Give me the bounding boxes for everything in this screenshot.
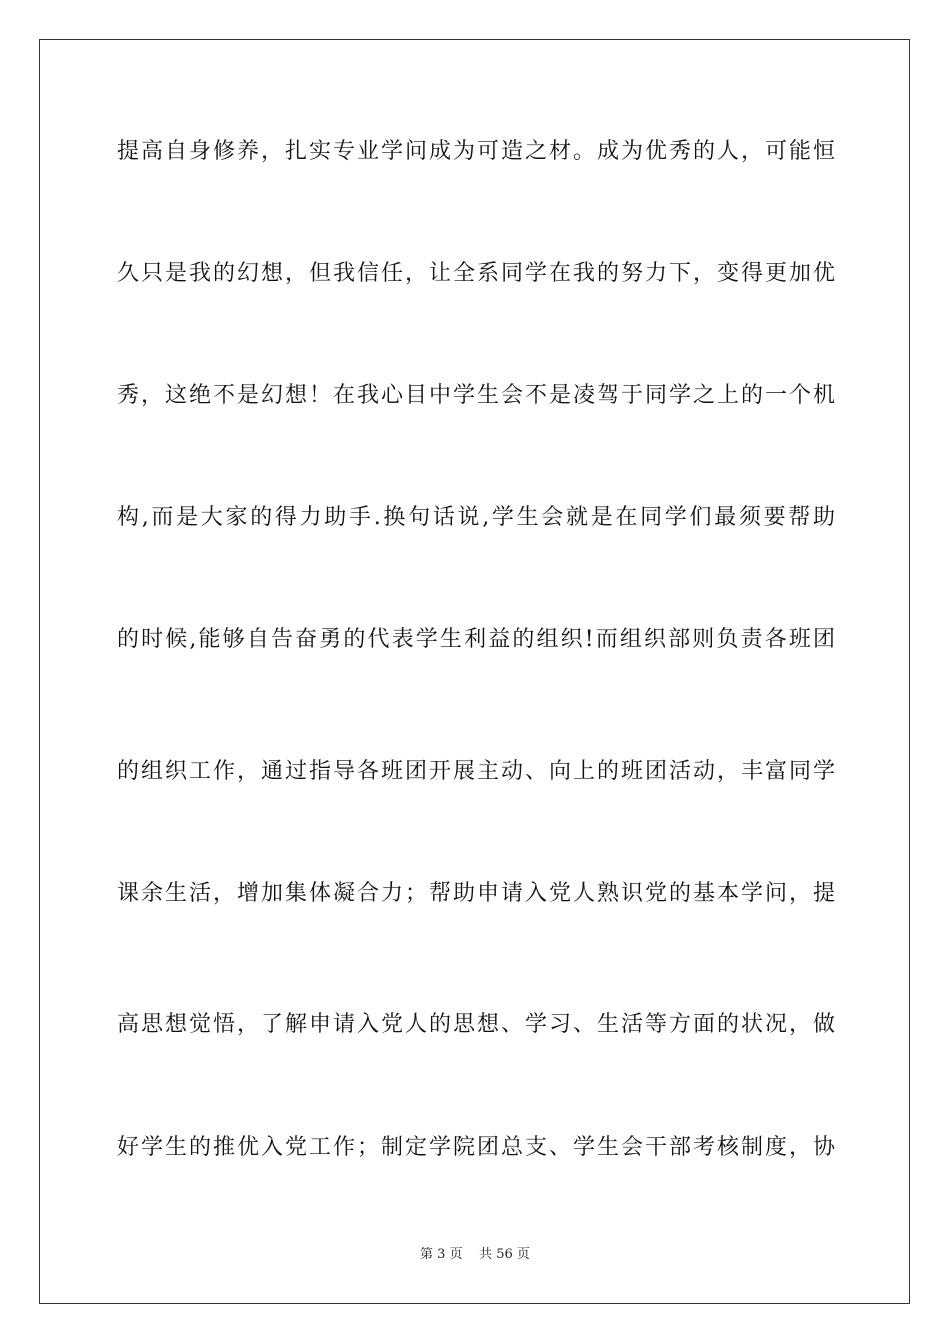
paragraph-line: 久只是我的幻想，但我信任，让全系同学在我的努力下，变得更加优 [117, 261, 835, 286]
page-total: 共 56 页 [479, 1247, 530, 1262]
paragraph-line: 秀，这绝不是幻想！在我心目中学生会不是凌驾于同学之上的一个机 [117, 383, 835, 408]
page-border [39, 39, 910, 1304]
paragraph-line: 提高自身修养，扎实专业学问成为可造之材。成为优秀的人，可能恒 [117, 139, 835, 164]
paragraph-line: 高思想觉悟，了解申请入党人的思想、学习、生活等方面的状况，做 [117, 1012, 835, 1037]
page-number: 第 3 页 [420, 1247, 463, 1262]
paragraph-line: 构,而是大家的得力助手.换句话说,学生会就是在同学们最须要帮助 [117, 505, 835, 530]
paragraph-line: 的组织工作，通过指导各班团开展主动、向上的班团活动，丰富同学 [117, 759, 835, 784]
paragraph-line: 的时候,能够自告奋勇的代表学生利益的组织!而组织部则负责各班团 [117, 627, 835, 652]
paragraph-line: 课余生活，增加集体凝合力；帮助申请入党人熟识党的基本学问，提 [117, 881, 835, 906]
paragraph-line: 好学生的推优入党工作；制定学院团总支、学生会干部考核制度，协 [117, 1135, 835, 1160]
page-footer [0, 1246, 950, 1264]
